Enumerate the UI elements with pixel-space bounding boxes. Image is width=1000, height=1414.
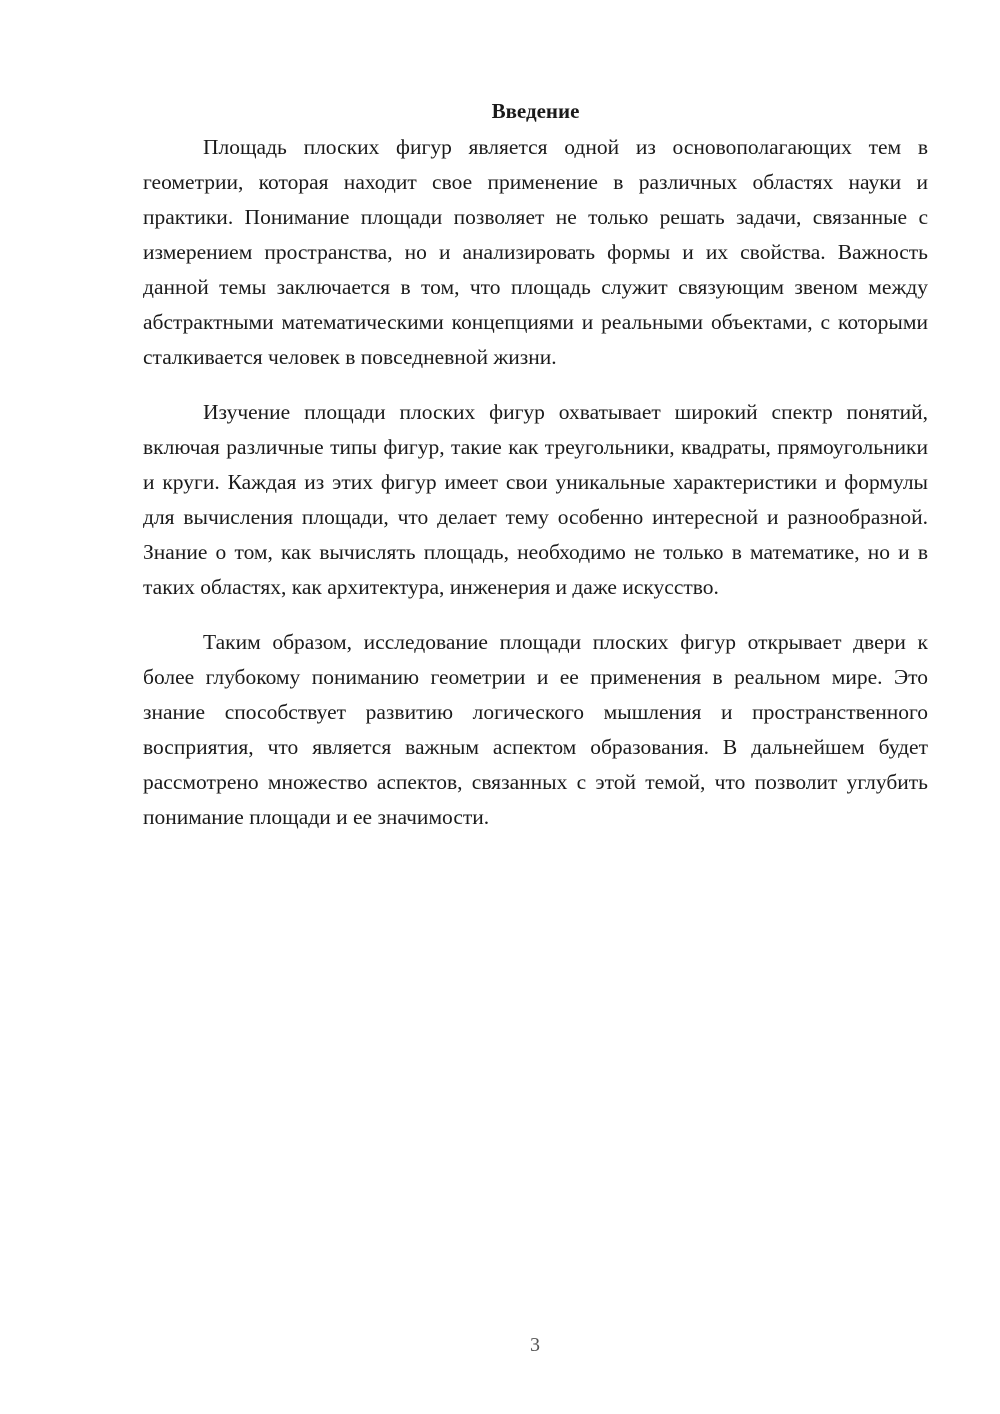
section-heading: Введение (491, 99, 580, 123)
page-body (143, 96, 928, 855)
page-number: 3 (530, 1334, 540, 1356)
paragraph-3: Таким образом, исследование площади плоских фигур открывает двери к более глубокому пониманию геометрии и ее применения в реальном мире. Это знание способствует развитию логического мышления и пространственного восприятия, что является важным аспектом образования. В дальнейшем будет рассмотрено множество аспектов, связанных с этой темой, что позволит углубить понимание площади и ее значимости. (143, 630, 928, 829)
paragraph-2: Изучение площади плоских фигур охватывает широкий спектр понятий, включая различные типы фигур, такие как треугольники, квадраты, прямоугольники и круги. Каждая из этих фигур имеет свои уникальные характеристики и формулы для вычисления площади, что делает тему особенно интересной и разнообразной. Знание о том, как вычислять площадь, необходимо не только в математике, но и в таких областях, как архитектура, инженерия и даже искусство. (143, 400, 928, 599)
paragraph-1: Площадь плоских фигур является одной из основополагающих тем в геометрии, которая находит свое применение в различных областях науки и практики. Понимание площади позволяет не только решать задачи, связанные с измерением пространства, но и анализировать формы и их свойства. Важность данной темы заключается в том, что площадь служит связующим звеном между абстрактными математическими концепциями и реальными объектами, с которыми сталкивается человек в повседневной жизни. (143, 135, 928, 369)
